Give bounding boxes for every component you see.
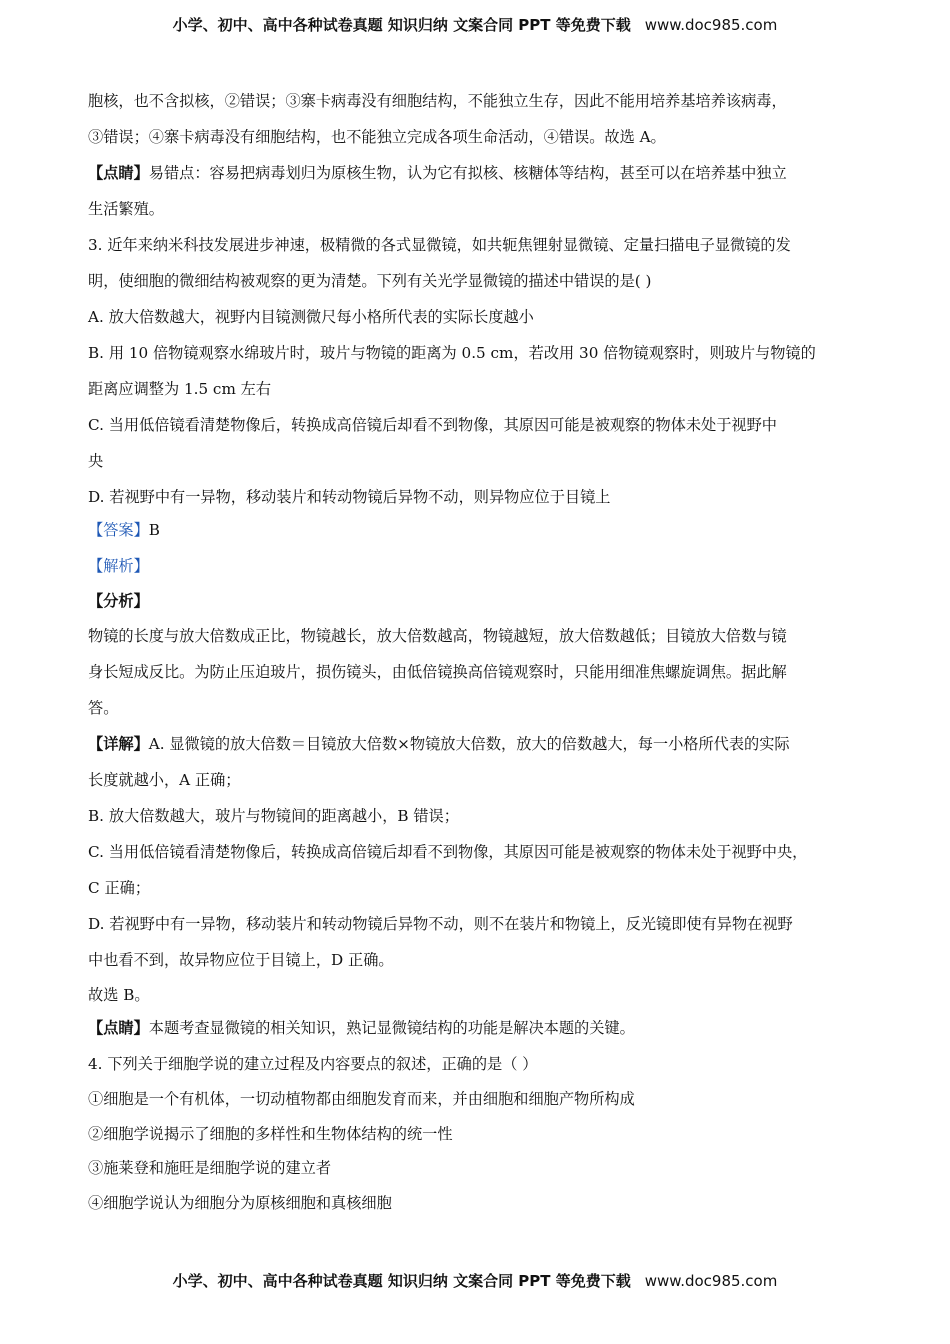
detail-a-line2: 长度就越小，A 正确； (88, 771, 241, 789)
analysis-label: 【解析】 (88, 557, 149, 575)
q3-tip-text: 本题考查显微镜的相关知识，熟记显微镜结构的功能是解决本题的关键。 (148, 1019, 635, 1037)
header-site-link[interactable]: www.doc985.com (644, 16, 778, 34)
q3-option-b-line2: 距离应调整为 1.5 cm 左右 (88, 380, 272, 398)
footer-banner-text: 小学、初中、高中各种试卷真题 知识归纳 文案合同 PPT 等免费下载 (172, 1272, 631, 1290)
prev-tip-text: 易错点：容易把病毒划归为原核生物，认为它有拟核、核糖体等结构，甚至可以在培养基中独立 (148, 164, 787, 182)
header-banner-text: 小学、初中、高中各种试卷真题 知识归纳 文案合同 PPT 等免费下载 (172, 16, 631, 34)
footer-site-link[interactable]: www.doc985.com (644, 1272, 778, 1290)
q3-option-c-line1: C. 当用低倍镜看清楚物像后，转换成高倍镜后却看不到物像，其原因可能是被观察的物体未处于视野中 (88, 416, 777, 434)
answer-value: B (148, 521, 160, 539)
q4-stem: 4. 下列关于细胞学说的建立过程及内容要点的叙述，正确的是（ ） (88, 1055, 538, 1073)
prev-tip-line2: 生活繁殖。 (88, 200, 164, 218)
prev-tip (88, 163, 787, 183)
detail-a-line1: A. 显微镜的放大倍数＝目镜放大倍数×物镜放大倍数，放大的倍数越大，每一小格所代表的实际 (148, 735, 790, 753)
prev-tip-label: 【点睛】 (88, 164, 149, 182)
q3-answer (88, 520, 160, 540)
fenxi-line2: 身长短成反比。为防止压迫玻片，损伤镜头，由低倍镜换高倍镜观察时，只能用细准焦螺旋调焦。据此解 (88, 663, 787, 681)
q4-statement-2: ②细胞学说揭示了细胞的多样性和生物体结构的统一性 (88, 1125, 453, 1143)
fenxi-line3: 答。 (88, 699, 119, 717)
q3-stem-line1: 3. 近年来纳米科技发展进步神速，极精微的各式显微镜，如共轭焦锂射显微镜、定量扫描电子显微镜的发 (88, 236, 791, 254)
q3-option-b-line1: B. 用 10 倍物镜观察水绵玻片时，玻片与物镜的距离为 0.5 cm，若改用 30 倍物镜观察时，则玻片与物镜的 (88, 344, 816, 362)
q4-statement-1: ①细胞是一个有机体，一切动植物都由细胞发育而来，并由细胞和细胞产物所构成 (88, 1090, 635, 1108)
fenxi-line1: 物镜的长度与放大倍数成正比，物镜越长，放大倍数越高，物镜越短，放大倍数越低；目镜放大倍数与镜 (88, 627, 787, 645)
conclusion: 故选 B。 (88, 986, 150, 1004)
footer-banner (0, 1270, 950, 1291)
q3-option-c-line2: 央 (88, 452, 104, 470)
detail-a (88, 734, 790, 754)
answer-label: 【答案】 (88, 521, 149, 539)
q4-statement-3: ③施莱登和施旺是细胞学说的建立者 (88, 1159, 331, 1177)
detail-c-line2: C 正确； (88, 879, 151, 897)
prev-explanation-line2: ③错误；④寨卡病毒没有细胞结构，也不能独立完成各项生命活动，④错误。故选 A。 (88, 128, 666, 146)
detail-label: 【详解】 (88, 735, 149, 753)
prev-explanation-line1: 胞核，也不含拟核，②错误；③寨卡病毒没有细胞结构，不能独立生存，因此不能用培养基培养该病毒， (88, 92, 787, 110)
q3-option-a: A. 放大倍数越大，视野内目镜测微尺每小格所代表的实际长度越小 (88, 308, 534, 326)
q3-tip-label: 【点睛】 (88, 1019, 149, 1037)
detail-c-line1: C. 当用低倍镜看清楚物像后，转换成高倍镜后却看不到物像，其原因可能是被观察的物体未处于视野中央， (88, 843, 808, 861)
q3-option-d: D. 若视野中有一异物，移动装片和转动物镜后异物不动，则异物应位于目镜上 (88, 488, 611, 506)
q4-statement-4: ④细胞学说认为细胞分为原核细胞和真核细胞 (88, 1194, 392, 1212)
q3-tip (88, 1018, 635, 1038)
detail-d-line1: D. 若视野中有一异物，移动装片和转动物镜后异物不动，则不在装片和物镜上，反光镜即使有异物在视野 (88, 915, 793, 933)
detail-b: B. 放大倍数越大，玻片与物镜间的距离越小，B 错误； (88, 807, 459, 825)
detail-d-line2: 中也看不到，故异物应位于目镜上，D 正确。 (88, 951, 394, 969)
header-banner (0, 14, 950, 35)
q3-stem-line2: 明，使细胞的微细结构被观察的更为清楚。下列有关光学显微镜的描述中错误的是( ) (88, 272, 652, 290)
fenxi-label: 【分析】 (88, 592, 149, 610)
